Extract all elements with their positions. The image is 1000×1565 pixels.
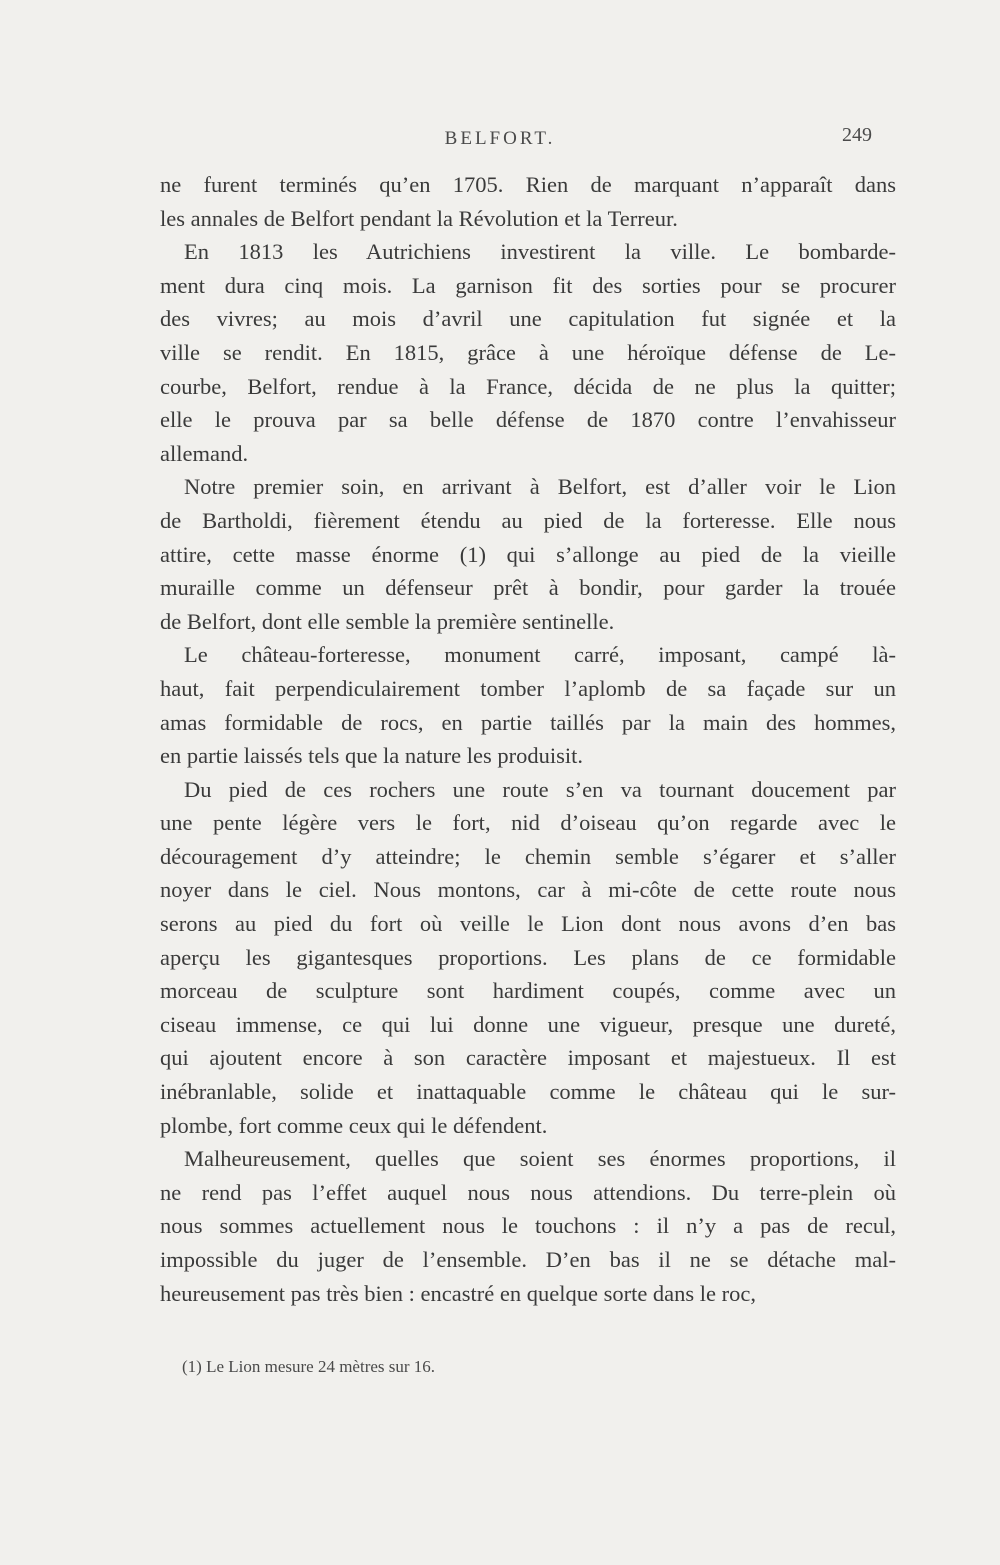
text-line: aperçu les gigantesques proportions. Les plans de ce formidable [160, 944, 896, 970]
text-line: ment dura cinq mois. La garnison fit des sorties pour se procurer [160, 272, 896, 298]
text-line: haut, fait perpendiculairement tomber l’aplomb de sa façade sur un [160, 675, 896, 701]
text-line: découragement d’y atteindre; le chemin semble s’égarer et s’aller [160, 843, 896, 869]
text-line: En 1813 les Autrichiens investirent la ville. Le bombarde- [184, 239, 896, 265]
footnote: (1) Le Lion mesure 24 mètres sur 16. [182, 1357, 436, 1376]
text-line: qui ajoutent encore à son caractère imposant et majestueux. Il est [160, 1045, 896, 1071]
text-line: impossible du juger de l’ensemble. D’en bas il ne se détache mal- [160, 1247, 896, 1272]
text-line: ne furent terminés qu’en 1705. Rien de marquant n’apparaît dans [160, 172, 896, 197]
text-line: les annales de Belfort pendant la Révolution et la Terreur. [160, 205, 678, 231]
text-line: serons au pied du fort où veille le Lion dont nous avons d’en bas [160, 911, 896, 937]
paragraph [160, 773, 896, 1143]
text-line: en partie laissés tels que la nature les produisit. [160, 743, 584, 769]
text-line: inébranlable, solide et inattaquable comme le château qui le sur- [160, 1079, 896, 1105]
paragraph [160, 168, 896, 235]
text-line: noyer dans le ciel. Nous montons, car à mi-côte de cette route nous [160, 877, 896, 903]
running-header-title: BELFORT. [444, 128, 556, 149]
text-line: ville se rendit. En 1815, grâce à une héroïque défense de Le- [160, 339, 896, 365]
paragraph [160, 470, 896, 638]
text-line: Malheureusement, quelles que soient ses énormes proportions, il [184, 1146, 896, 1172]
text-line: allemand. [160, 440, 249, 466]
text-line: des vivres; au mois d’avril une capitulation fut signée et la [160, 306, 896, 332]
text-line: amas formidable de rocs, en partie taillés par la main des hommes, [160, 709, 896, 735]
text-line: muraille comme un défenseur prêt à bondir, pour garder la trouée [160, 575, 896, 601]
text-line: courbe, Belfort, rendue à la France, décida de ne plus la quitter; [160, 373, 896, 399]
text-line: Du pied de ces rochers une route s’en va tournant doucement par [184, 776, 896, 802]
paragraph [160, 235, 896, 470]
page-number: 249 [842, 124, 872, 146]
text-line: ne rend pas l’effet auquel nous nous attendions. Du terre-plein où [160, 1179, 896, 1205]
text-line: heureusement pas très bien : encastré en quelque sorte dans le roc, [160, 1280, 757, 1306]
text-line: Notre premier soin, en arrivant à Belfort, est d’aller voir le Lion [184, 474, 896, 500]
text-line: une pente légère vers le fort, nid d’oiseau qu’on regarde avec le [160, 810, 896, 836]
text-line: morceau de sculpture sont hardiment coupés, comme avec un [160, 978, 896, 1004]
text-line: nous sommes actuellement nous le touchons : il n’y a pas de recul, [160, 1213, 896, 1239]
text-line: plombe, fort comme ceux qui le défendent. [160, 1112, 548, 1138]
text-line: attire, cette masse énorme (1) qui s’allonge au pied de la vieille [160, 541, 896, 567]
text-line: de Belfort, dont elle semble la première sentinelle. [160, 608, 615, 634]
text-line: Le château-forteresse, monument carré, imposant, campé là- [184, 642, 896, 668]
text-line: de Bartholdi, fièrement étendu au pied de la forteresse. Elle nous [160, 507, 896, 533]
paragraph [160, 638, 896, 772]
text-line: elle le prouva par sa belle défense de 1870 contre l’envahisseur [160, 407, 896, 433]
body-text [160, 168, 896, 1310]
text-line: ciseau immense, ce qui lui donne une vigueur, presque une dureté, [160, 1011, 896, 1037]
paragraph [160, 1142, 896, 1310]
